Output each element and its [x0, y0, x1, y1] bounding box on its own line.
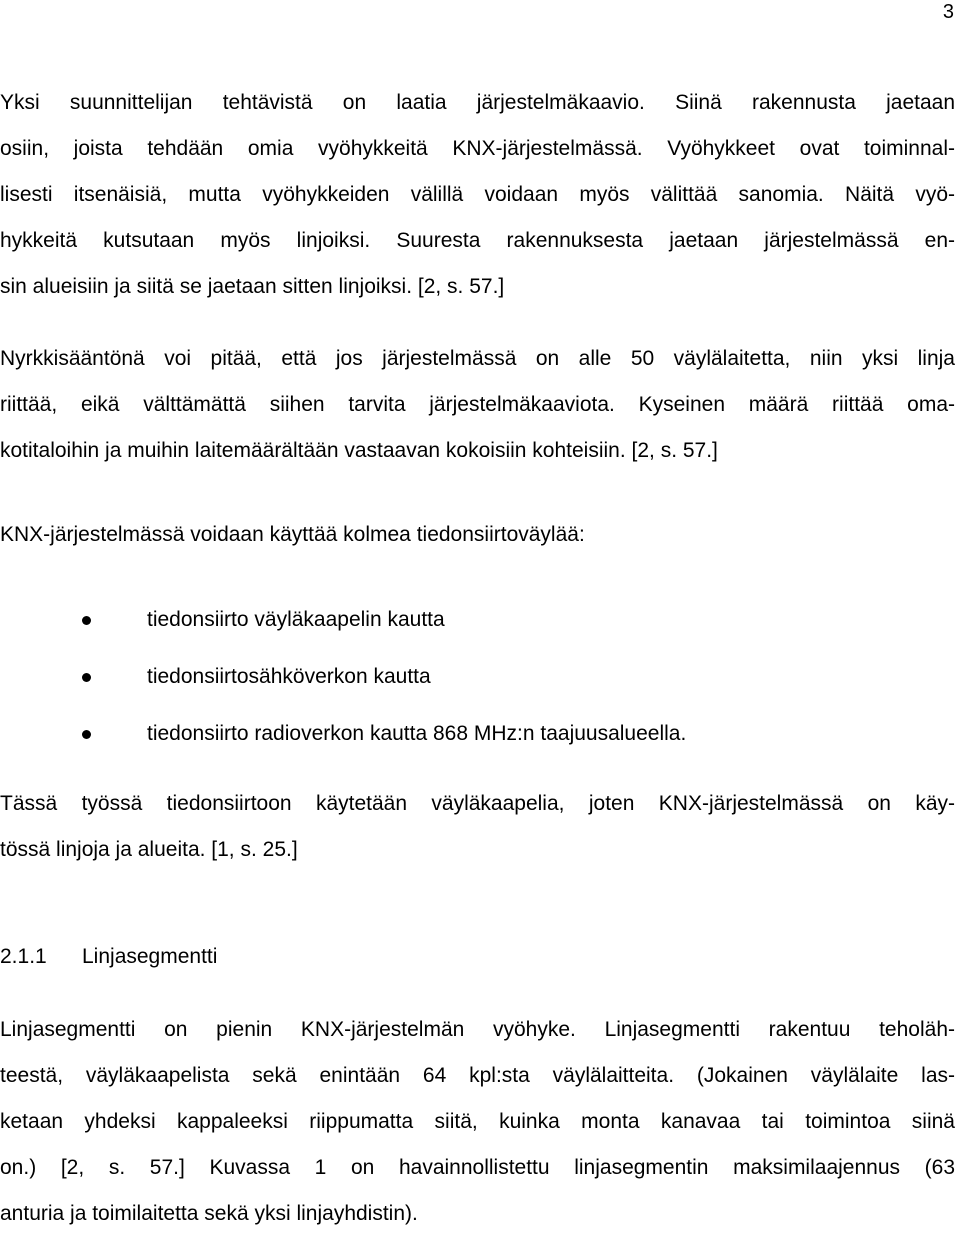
- bullet-dot-icon: [82, 673, 91, 682]
- paragraph-line: anturia ja toimilaitetta sekä yksi linjayhdistin).: [0, 1202, 418, 1225]
- paragraph-line: riittää, eikä välttämättä siihen tarvita järjestelmäkaaviota. Kyseinen määrä riittää oma-: [0, 393, 955, 416]
- bullet-dot-icon: [82, 730, 91, 739]
- paragraph-3: [0, 512, 955, 558]
- paragraph-line: Tässä työssä tiedonsiirtoon käytetään väyläkaapelia, joten KNX-järjestelmässä on käy-: [0, 792, 955, 815]
- paragraph-line: tössä linjoja ja alueita. [1, s. 25.]: [0, 838, 298, 861]
- paragraph-line: Nyrkkisääntönä voi pitää, että jos järjestelmässä on alle 50 väylälaitetta, niin yksi linja: [0, 347, 955, 370]
- paragraph-line: kotitaloihin ja muihin laitemäärältään vastaavan kokoisiin kohteisiin. [2, s. 57.]: [0, 439, 718, 462]
- bullet-text: tiedonsiirtosähköverkon kautta: [147, 665, 431, 688]
- section-number: 2.1.1: [0, 945, 47, 968]
- bullet-item: [0, 711, 955, 757]
- paragraph-line: hykkeitä kutsutaan myös linjoiksi. Suuresta rakennuksesta jaetaan järjestelmässä en-: [0, 229, 955, 252]
- bullet-item: [0, 597, 955, 643]
- paragraph-1: [0, 80, 955, 310]
- paragraph-4: [0, 781, 955, 873]
- paragraph-line: lisesti itsenäisiä, mutta vyöhykkeiden välillä voidaan myös välittää sanomia. Näitä vyö-: [0, 183, 955, 206]
- section-title: Linjasegmentti: [82, 945, 218, 968]
- paragraph-2: [0, 336, 955, 474]
- paragraph-5: [0, 1007, 955, 1237]
- bullet-item: [0, 654, 955, 700]
- paragraph-line: ketaan yhdeksi kappaleeksi riippumatta siitä, kuinka monta kanavaa tai toimintoa siinä: [0, 1110, 955, 1133]
- paragraph-line: teestä, väyläkaapelista sekä enintään 64 kpl:sta väylälaitteita. (Jokainen väylälaite las-: [0, 1064, 955, 1087]
- paragraph-line: on.) [2, s. 57.] Kuvassa 1 on havainnollistettu linjasegmentin maksimilaajennus (63: [0, 1156, 955, 1179]
- paragraph-line: sin alueisiin ja siitä se jaetaan sitten linjoiksi. [2, s. 57.]: [0, 275, 505, 298]
- page-number: 3: [942, 1, 954, 23]
- paragraph-line: Linjasegmentti on pienin KNX-järjestelmän vyöhyke. Linjasegmentti rakentuu teholäh-: [0, 1018, 955, 1041]
- bullet-text: tiedonsiirto radioverkon kautta 868 MHz:n taajuusalueella.: [147, 722, 687, 745]
- paragraph-line: Yksi suunnittelijan tehtävistä on laatia järjestelmäkaavio. Siinä rakennusta jaetaan: [0, 91, 955, 114]
- bullet-text: tiedonsiirto väyläkaapelin kautta: [147, 608, 445, 631]
- paragraph-line: KNX-järjestelmässä voidaan käyttää kolmea tiedonsiirtoväylää:: [0, 523, 585, 546]
- bullet-dot-icon: [82, 616, 91, 625]
- paragraph-line: osiin, joista tehdään omia vyöhykkeitä KNX-järjestelmässä. Vyöhykkeet ovat toiminnal-: [0, 137, 955, 160]
